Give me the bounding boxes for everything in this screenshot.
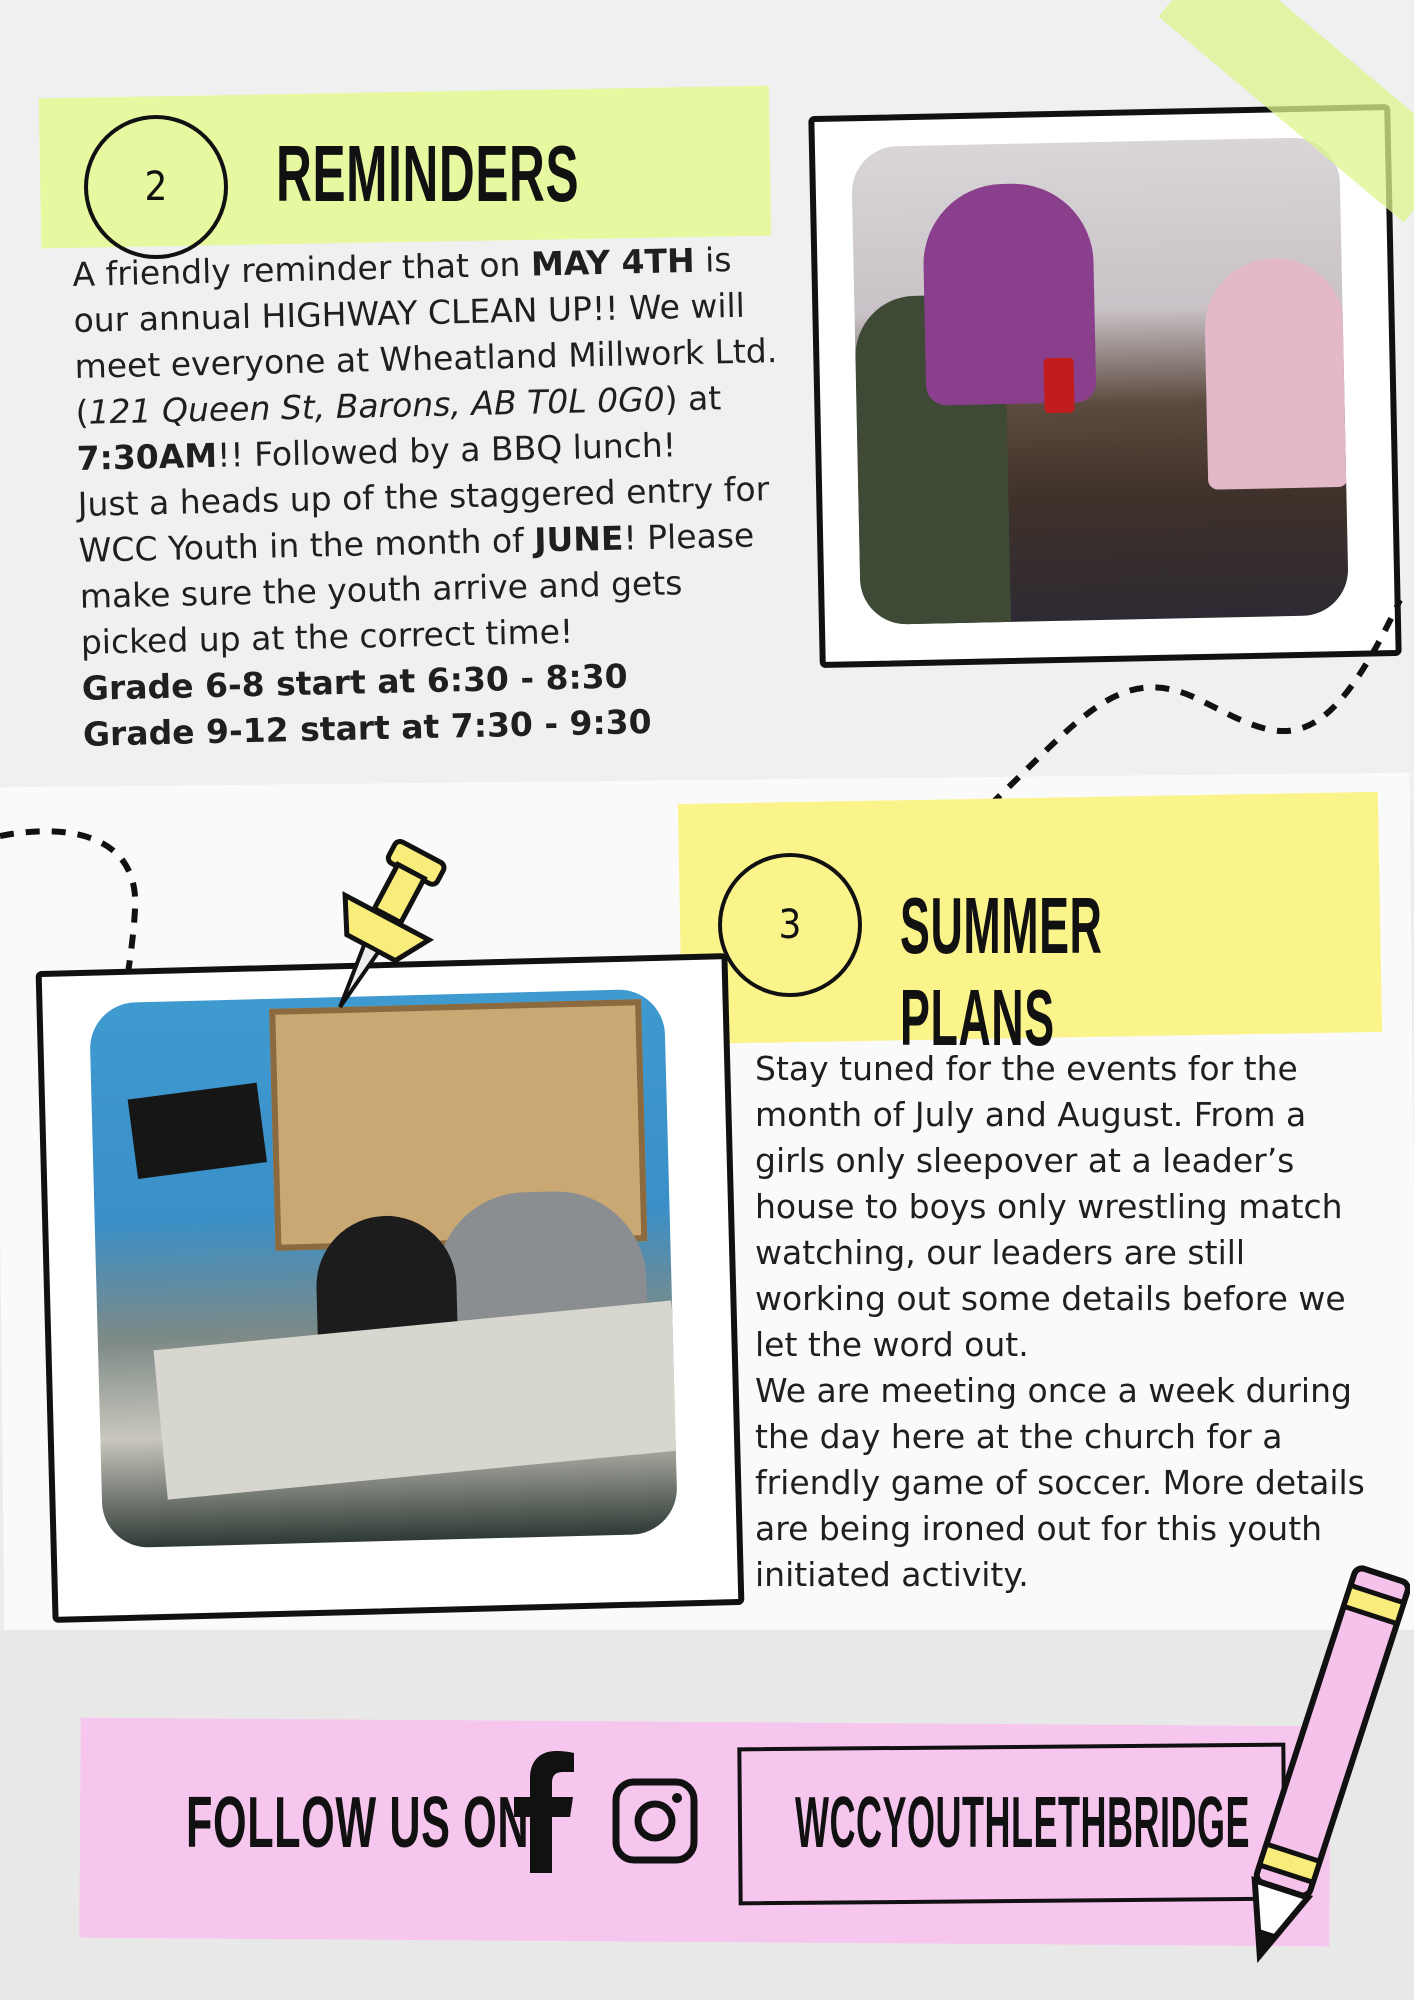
photo-cup	[1044, 358, 1075, 414]
pencil-icon	[1230, 1545, 1410, 1995]
photo-person-pink	[1203, 257, 1348, 490]
staggered-entry-text: Just a heads up of the staggered entry for WCC Youth in the month of JUNE! Please make sure the youth arrive and gets picked up at the correct time!	[77, 469, 770, 662]
summer-paragraph-1: Stay tuned for the events for the month of July and August. From a girls only sleepover at a leader’s house to boys only wrestling match watching, our leaders are still working out some details before we let the word out.	[755, 1049, 1346, 1364]
grade-6-8-time: Grade 6-8 start at 6:30 - 8:30	[81, 656, 629, 708]
follow-us-label: FOLLOW US ON	[186, 1783, 530, 1863]
photo-table	[153, 1301, 678, 1500]
photo-tv	[128, 1083, 267, 1179]
reminders-text: A friendly reminder that on MAY 4TH is our annual HIGHWAY CLEAN UP!! We will meet everyone at Wheatland Millwork Ltd. (121 Queen St, Barons, AB T0L 0G0) at 7:30AM!! Followed by a BBQ lunch!	[72, 240, 778, 478]
facebook-icon[interactable]	[510, 1745, 576, 1875]
summer-paragraph-2: We are meeting once a week during the day here at the church for a friendly game of soccer. More details are being ironed out for this youth initiated activity.	[755, 1371, 1365, 1594]
pushpin-icon	[300, 830, 450, 1040]
reminders-heading: REMINDERS	[276, 129, 580, 218]
summer-number: 3	[718, 853, 862, 997]
dashed-trail-top	[960, 560, 1414, 820]
grade-9-12-time: Grade 9-12 start at 7:30 - 9:30	[82, 701, 653, 754]
youth-boys-photo	[89, 989, 678, 1549]
summer-body	[755, 1046, 1375, 1598]
social-handle[interactable]: WCCYOUTHLETHBRIDGE	[795, 1783, 1250, 1863]
reminders-body	[72, 236, 793, 758]
summer-heading: SUMMER PLANS	[900, 881, 1103, 1062]
reminders-number: 2	[84, 115, 228, 259]
youth-girls-photo	[851, 137, 1349, 625]
instagram-icon[interactable]	[612, 1778, 698, 1864]
